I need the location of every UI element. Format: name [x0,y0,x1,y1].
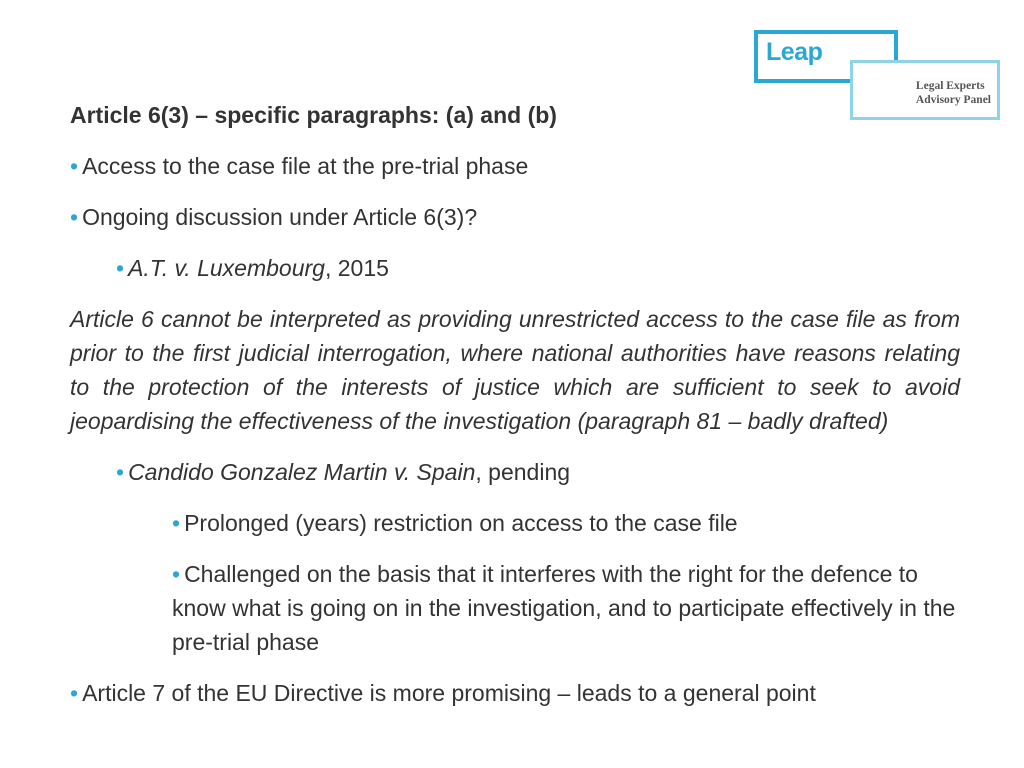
logo-brand-text: Leap [766,38,823,66]
bullet-dot-icon: • [70,153,79,179]
logo-subtitle-line2: Advisory Panel [915,94,991,106]
bullet-access-case-file [70,149,960,183]
case-suffix: , 2015 [324,255,389,281]
sub-bullet-challenged [172,557,960,659]
bullet-text: Access to the case file at the pre-trial phase [82,153,529,179]
sub-bullet-prolonged-restriction [172,506,960,540]
bullet-text: Prolonged (years) restriction on access to the case file [184,510,738,536]
bullet-text: Article 7 of the EU Directive is more promising – leads to a general point [82,680,816,706]
bullet-dot-icon: • [116,459,125,485]
logo-subtitle-line1: Legal Experts [915,80,985,92]
bullet-text: Ongoing discussion under Article 6(3)? [82,204,478,230]
bullet-dot-icon: • [172,561,181,587]
bullet-dot-icon: • [70,204,79,230]
case-name: A.T. v. Luxembourg [128,255,325,281]
case-gonzalez-martin [116,455,960,489]
case-at-luxembourg [116,251,960,285]
bullet-dot-icon: • [172,510,181,536]
case-quote: Article 6 cannot be interpreted as providing unrestricted access to the case file as from prior to the first judicial interrogation, where national authorities have reasons relating to the protection of the interests of justice which are sufficient to seek to avoid jeopardising the effectiveness of the investigation (paragraph 81 – badly drafted) [70,306,960,434]
slide-heading: Article 6(3) – specific paragraphs: (a) and (b) [70,102,557,128]
bullet-dot-icon: • [116,255,125,281]
bullet-dot-icon: • [70,680,79,706]
slide-content [70,98,960,727]
bullet-article-7 [70,676,960,710]
bullet-text: Challenged on the basis that it interferes with the right for the defence to know what is going on in the investigation, and to participate effectively in the pre-trial phase [172,561,956,655]
bullet-ongoing-discussion [70,200,960,234]
case-name: Candido Gonzalez Martin v. Spain [128,459,476,485]
case-suffix: , pending [475,459,571,485]
